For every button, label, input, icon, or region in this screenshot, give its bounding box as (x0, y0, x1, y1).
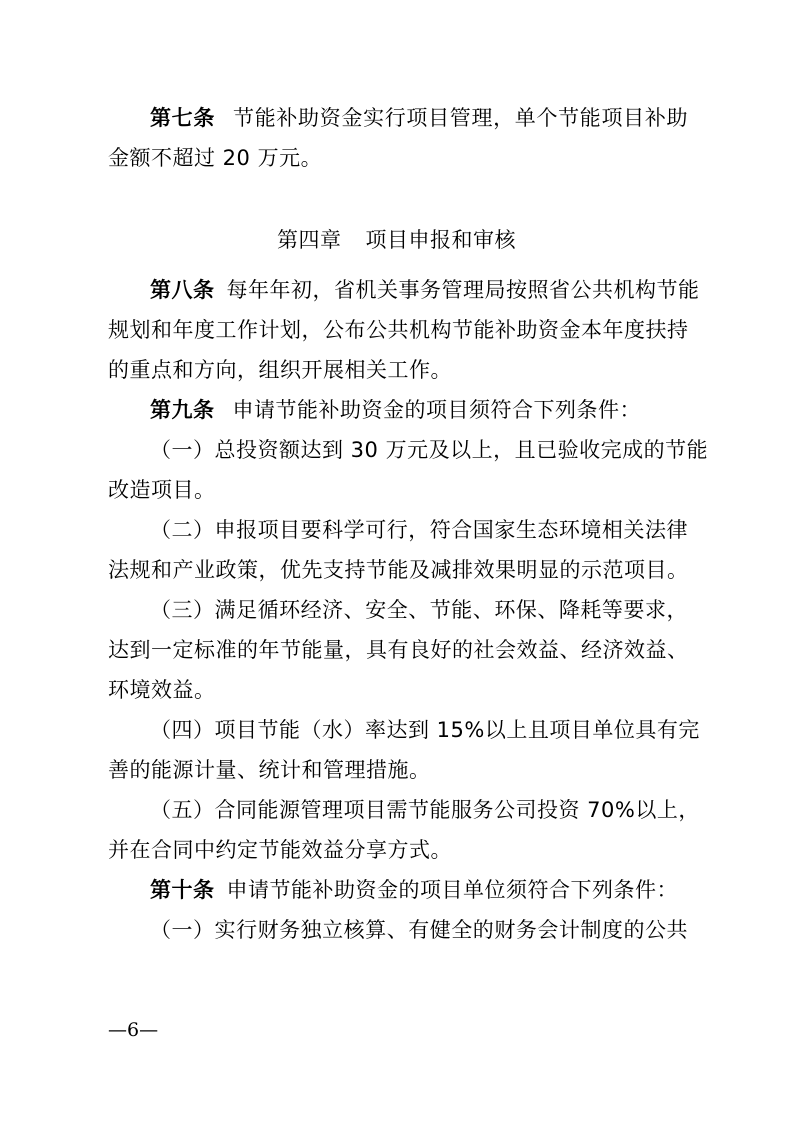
chapter-heading (0, 220, 793, 260)
article-8-line-2: 规划和年度工作计划，公布公共机构节能补助资金本年度扶持 (108, 318, 689, 342)
chapter-title: 项目申报和审核 (365, 228, 516, 252)
article-9-item-2-line-1: （二）申报项目要科学可行，符合国家生态环境相关法律 (150, 518, 688, 542)
article-10-item-1-line-1: （一）实行财务独立核算、有健全的财务会计制度的公共 (150, 918, 688, 942)
article-7-line-2: 金额不超过 20 万元。 (108, 146, 323, 170)
article-9-label: 第九条 (150, 398, 215, 422)
article-10-line-1 (150, 870, 688, 910)
article-9-item-3-line-1: （三）满足循环经济、安全、节能、环保、降耗等要求， (150, 598, 688, 622)
article-7-line-1 (150, 98, 688, 138)
article-8-text: 每年年初，省机关事务管理局按照省公共机构节能 (226, 278, 700, 302)
chapter-number: 第四章 (277, 228, 342, 252)
page-number: —6— (108, 1019, 159, 1041)
article-9-item-5-line-1: （五）合同能源管理项目需节能服务公司投资 70%以上， (150, 798, 700, 822)
article-9-item-4-line-2: 善的能源计量、统计和管理措施。 (108, 758, 431, 782)
article-9-intro: 申请节能补助资金的项目须符合下列条件： (232, 398, 641, 422)
article-9-item-2-line-2: 法规和产业政策，优先支持节能及减排效果明显的示范项目。 (108, 558, 689, 582)
article-9-item-5-line-2: 并在合同中约定节能效益分享方式。 (108, 838, 452, 862)
article-9-item-3-line-3: 环境效益。 (108, 678, 216, 702)
article-8-line-3: 的重点和方向，组织开展相关工作。 (108, 358, 452, 382)
article-9-item-1-line-2: 改造项目。 (108, 478, 216, 502)
article-10-intro: 申请节能补助资金的项目单位须符合下列条件： (226, 878, 678, 902)
article-7-label: 第七条 (150, 106, 216, 130)
article-8-label: 第八条 (150, 278, 215, 302)
article-9-item-3-line-2: 达到一定标准的年节能量，具有良好的社会效益、经济效益、 (108, 638, 689, 662)
article-9-line-1 (150, 390, 688, 430)
article-10-label: 第十条 (150, 878, 215, 902)
article-8-line-1 (150, 270, 700, 310)
article-7-text: 节能补助资金实行项目管理，单个节能项目补助 (233, 106, 689, 130)
article-9-item-4-line-1: （四）项目节能（水）率达到 15%以上且项目单位具有完 (150, 718, 700, 742)
article-9-item-1-line-1: （一）总投资额达到 30 万元及以上，且已验收完成的节能 (150, 438, 709, 462)
